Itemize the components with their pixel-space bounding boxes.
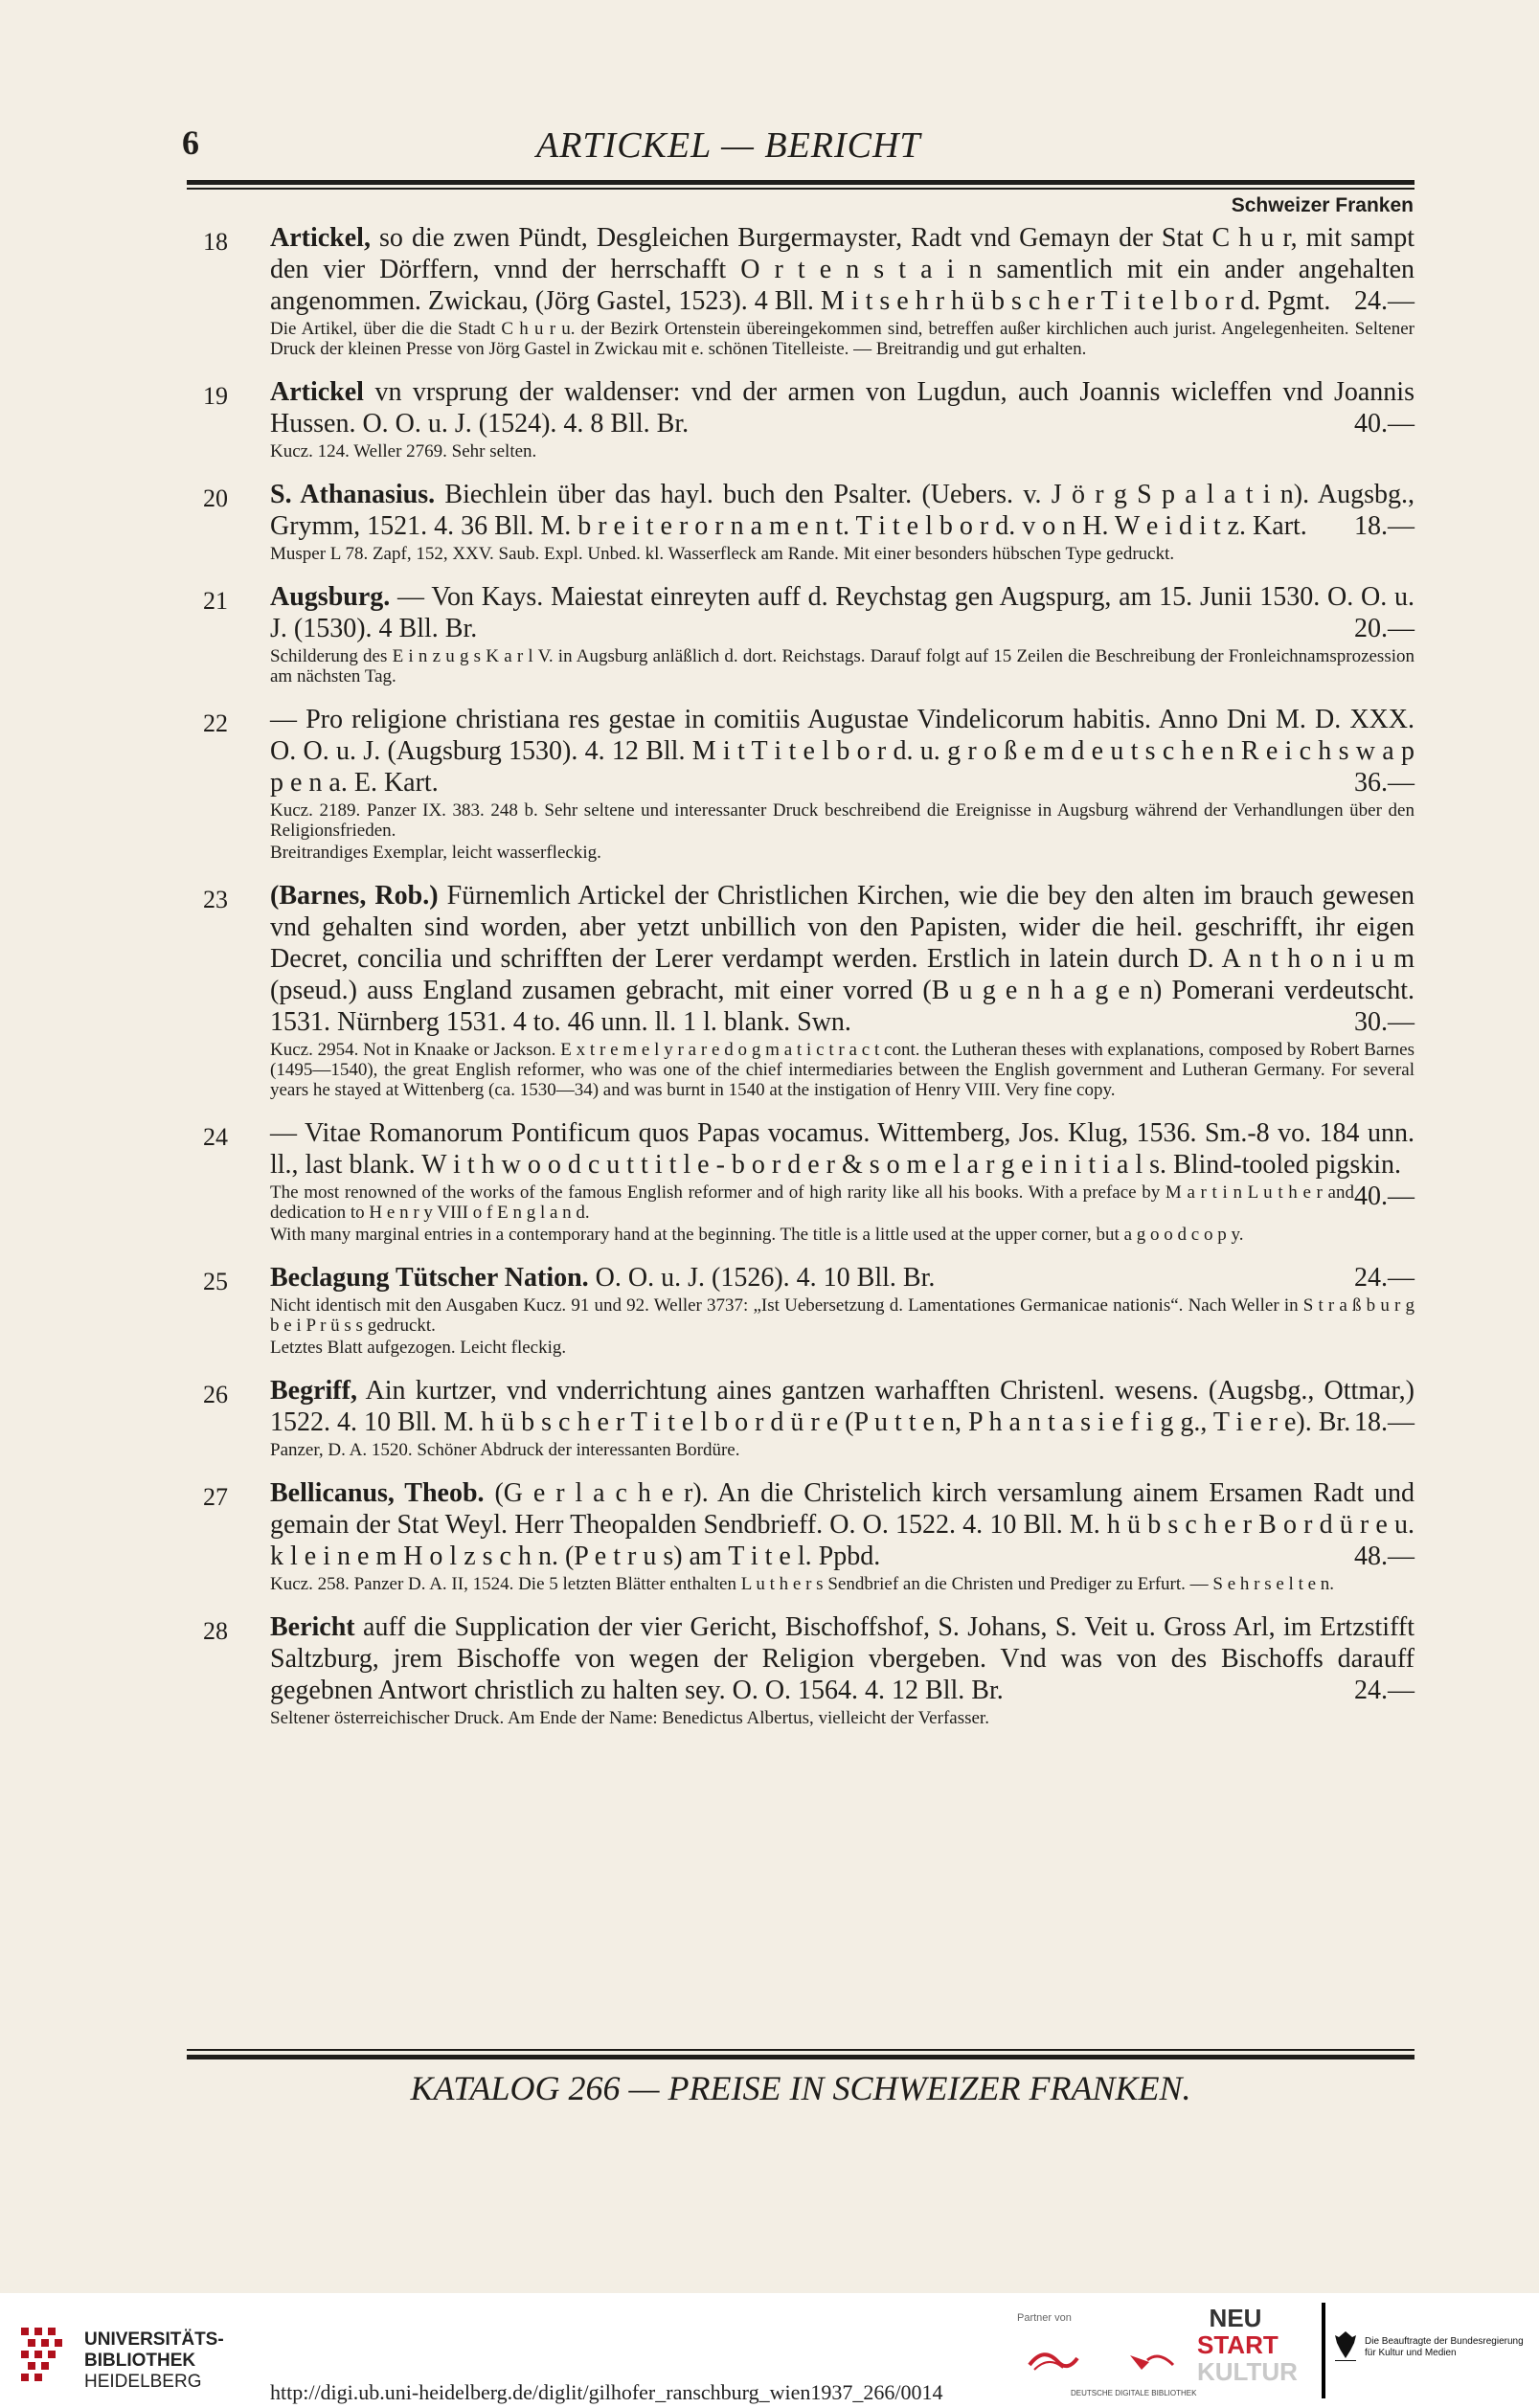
catalog-entry: [203, 376, 1415, 461]
entry-number: 21: [203, 587, 228, 615]
catalog-entry: [203, 1375, 1415, 1460]
entry-description: [270, 1611, 1415, 1706]
neustart-word: KULTUR: [1197, 2357, 1298, 2386]
heidelberg-library-logo: [17, 2322, 71, 2391]
entry-description: [270, 479, 1415, 542]
header-rule: [187, 180, 1415, 185]
entry-price: 20.—: [1354, 614, 1415, 643]
entry-number: 22: [203, 709, 228, 737]
entry-number: 26: [203, 1381, 228, 1408]
entry-note: Letztes Blatt aufgezogen. Leicht fleckig.: [270, 1338, 567, 1358]
entry-note: Kucz. 124. Weller 2769. Sehr selten.: [270, 441, 537, 461]
currency-label: Schweizer Franken: [1231, 194, 1414, 216]
library-name-line: UNIVERSITÄTS-: [84, 2329, 224, 2350]
entry-price: 24.—: [1354, 1263, 1415, 1293]
entry-text: vn vrsprung der waldenser: vnd der armen von Lugdun, auch Joannis wicleffen vnd Joannis Hussen. O. O. u. J. (1524). 4. 8 Bll. Br.: [270, 377, 1415, 439]
entry-description: [270, 1477, 1415, 1572]
catalog-entry: [203, 1262, 1415, 1358]
entry-text: — Von Kays. Maiestat einreyten auff d. Reychstag gen Augspurg, am 15. Junii 1530. O. O. u. J. (1530). 4 Bll. Br.: [270, 582, 1415, 643]
library-name: [84, 2329, 224, 2393]
entry-description: [270, 704, 1415, 799]
neustart-word: NEU: [1209, 2304, 1262, 2332]
entry-price: 40.—: [1354, 1181, 1415, 1211]
library-name-line: HEIDELBERG: [84, 2372, 202, 2392]
entry-text: auff die Supplication der vier Gericht, Bischoffshof, S. Johans, S. Veit u. Gross Arl, im Ertzstifft Saltzburg, jrem Bischoffe von wegen der Religion vbergeben. Vnd was von des Bischoffs darauff gegebnen Antwort christlich zu halten sey. O. O. 1564. 4. 12 Bll. Br.: [270, 1612, 1415, 1705]
entry-note: Schilderung des E i n z u g s K a r l V. in Augsburg anläßlich d. dort. Reichstags. Darauf folgt auf 15 Zeilen die Beschreibung der Fronleichnamsprozession am nächsten Tag.: [270, 646, 1415, 686]
entry-note: Nicht identisch mit den Ausgaben Kucz. 91 und 92. Weller 3737: „Ist Uebersetzung d. Lamentationes Germanicae nationis“. Nach Weller in S t r a ß b u r g b e i P r ü s s gedruckt.: [270, 1295, 1415, 1336]
catalog-entry: [203, 222, 1415, 359]
entry-price: 40.—: [1354, 409, 1415, 439]
ddb-swirl-logo: [1025, 2341, 1120, 2379]
catalog-entry: [203, 880, 1415, 1100]
partner-label: Partner von: [1017, 2312, 1072, 2324]
entry-price: 18.—: [1354, 511, 1415, 541]
entry-number: 24: [203, 1123, 228, 1151]
ddb-bird-logo: [1120, 2341, 1197, 2379]
entry-lead: Augsburg.: [270, 582, 391, 612]
footer-text: KATALOG 266 — PREISE IN SCHWEIZER FRANKEN.: [410, 2069, 1191, 2107]
entry-price: 48.—: [1354, 1542, 1415, 1571]
entry-number: 27: [203, 1483, 228, 1511]
entry-price: 24.—: [1354, 1676, 1415, 1705]
entry-price: 18.—: [1354, 1407, 1415, 1437]
entry-text: Ain kurtzer, vnd vnderrichtung aines gantzen warhafften Christenl. wesens. (Augsbg., Ottmar,) 1522. 4. 10 Bll. M. h ü b s c h e r T i t e l b o r d ü r e (P u t t e n, P h a n t a s i e f i g g., T i e r e). Br.: [270, 1376, 1415, 1437]
entry-number: 28: [203, 1617, 228, 1645]
running-head: ARTICKEL — BERICHT: [536, 125, 921, 166]
federal-eagle-icon: [1333, 2329, 1358, 2362]
entry-note: Panzer, D. A. 1520. Schöner Abdruck der interessanten Bordüre.: [270, 1440, 740, 1460]
entry-number: 18: [203, 228, 228, 256]
entry-number: 20: [203, 484, 228, 512]
entry-text: Biechlein über das hayl. buch den Psalter. (Uebers. v. J ö r g S p a l a t i n). Augsbg., Grymm, 1521. 4. 36 Bll. M. b r e i t e r o r n a m e n t. T i t e l b o r d. v o n H. W e i d i t z. Kart.: [270, 480, 1415, 541]
entry-text: so die zwen Pündt, Desgleichen Burgermayster, Radt vnd Gemayn der Stat C h u r, mit sampt den vier Dörffern, vnnd der herrschafft O r t e n s t a i n samentlich mit ein ander angehalten angenommen. Zwickau, (Jörg Gastel, 1523). 4 Bll. M i t s e h r h ü b s c h e r T i t e l b o r d. Pgmt.: [270, 223, 1415, 316]
catalog-entries: [203, 222, 1415, 1745]
source-url[interactable]: http://digi.ub.uni-heidelberg.de/diglit/gilhofer_ranschburg_wien1937_266/0014: [270, 2380, 943, 2404]
entry-note: Kucz. 2954. Not in Knaake or Jackson. E x t r e m e l y r a r e d o g m a t i c t r a c t cont. the Lutheran theses with explanations, composed by Robert Barnes (1495—1540), the great English reformer, who was one of the chief intermediaries between the English government and Lutheran Germany. For several years he stayed at Wittenberg (ca. 1530—34) and was burnt in 1540 at the instigation of Henry VIII. Very fine copy.: [270, 1040, 1415, 1100]
entry-note: Musper L 78. Zapf, 152, XXV. Saub. Expl. Unbed. kl. Wasserfleck am Rande. Mit einer besonders hübschen Type gedruckt.: [270, 544, 1175, 564]
neustart-kultur-logo: [1197, 2304, 1298, 2400]
entry-lead: Artickel,: [270, 223, 371, 253]
footer-rule-thin: [187, 2049, 1415, 2051]
entry-description: [270, 880, 1415, 1038]
entry-description: [270, 581, 1415, 644]
entry-note: With many marginal entries in a contemporary hand at the beginning. The title is a little used at the upper corner, but a g o o d c o p y.: [270, 1225, 1244, 1245]
entry-text: — Pro religione christiana res gestae in comitiis Augustae Vindelicorum habitis. Anno Dni M. D. XXX. O. O. u. J. (Augsburg 1530). 4. 12 Bll. M i t T i t e l b o r d. u. g r o ß e m d e u t s c h e n R e i c h s w a p p e n a. E. Kart.: [270, 705, 1415, 798]
entry-note: The most renowned of the works of the famous English reformer and of high rarity like all his books. With a preface by M a r t i n L u t h e r and dedication to H e n r y VIII o f E n g l a n d.: [270, 1182, 1354, 1223]
catalog-entry: [203, 581, 1415, 686]
neustart-word: START: [1197, 2330, 1279, 2359]
entry-lead: Beclagung Tütscher Nation.: [270, 1263, 589, 1293]
entry-text: O. O. u. J. (1526). 4. 10 Bll. Br.: [588, 1263, 936, 1293]
entry-description: [270, 1375, 1415, 1438]
entry-description: [270, 222, 1415, 317]
ddb-caption: DEUTSCHE DIGITALE BIBLIOTHEK: [1071, 2389, 1197, 2397]
entry-text: Fürnemlich Artickel der Christlichen Kirchen, wie die bey den alten im brauch gewesen vnd gehalten sind worden, aber yetzt unbillich von den Papisten, wider die heil. geschrifft, ihr eigen Decret, concilia und schrifften der Lerer verdampt werden. Erstlich in latein durch D. A n t h o n i u m (pseud.) auss England zusamen gebracht, mit einer vorred (B u g e n h a g e n) Pomerani verdeutscht. 1531. Nürnberg 1531. 4 to. 46 unn. ll. 1 l. blank. Swn.: [270, 881, 1415, 1037]
entry-price: 36.—: [1354, 768, 1415, 798]
entry-lead: (Barnes, Rob.): [270, 881, 439, 911]
catalog-entry: [203, 1117, 1415, 1245]
entry-description: [270, 1262, 1415, 1294]
entry-lead: S. Athanasius.: [270, 480, 436, 509]
entry-note: Kucz. 258. Panzer D. A. II, 1524. Die 5 letzten Blätter enthalten L u t h e r s Sendbrief an die Christen und Prediger zu Erfurt. — S e h r s e l t e n.: [270, 1574, 1335, 1594]
entry-text: — Vitae Romanorum Pontificum quos Papas vocamus. Wittemberg, Jos. Klug, 1536. Sm.-8 vo. 184 unn. ll., last blank. W i t h w o o d c u t t i t l e - b o r d e r & s o m e l a r g e i n i t i a l s. Blind-tooled pigskin.: [270, 1118, 1415, 1180]
entry-description: [270, 376, 1415, 439]
catalog-entry: [203, 1477, 1415, 1594]
entry-text: (G e r l a c h e r). An die Christelich kirch versamlung ainem Ersamen Radt und gemain der Stat Weyl. Herr Theopalden Sendbrieff. O. O. 1522. 4. 10 Bll. M. h ü b s c h e r B o r d ü r e u. k l e i n e m H o l z s c h n. (P e t r u s) am T i t e l. Ppbd.: [270, 1478, 1415, 1571]
entry-lead: Begriff,: [270, 1376, 357, 1406]
entry-note: Seltener österreichischer Druck. Am Ende der Name: Benedictus Albertus, vielleicht der Verfasser.: [270, 1708, 989, 1728]
footer-rule: [187, 2055, 1415, 2059]
entry-lead: Artickel: [270, 377, 364, 407]
entry-note: Kucz. 2189. Panzer IX. 383. 248 b. Sehr seltene und interessanter Druck beschreibend die Ereignisse in Augsburg während der Verhandlungen über den Religionsfrieden.: [270, 800, 1415, 841]
entry-price: 24.—: [1354, 286, 1415, 316]
federal-government-text: Die Beauftragte der Bundesregierung für Kultur und Medien: [1365, 2336, 1524, 2358]
catalog-entry: [203, 479, 1415, 564]
entry-number: 23: [203, 886, 228, 913]
entry-number: 19: [203, 382, 228, 410]
entry-note: Breitrandiges Exemplar, leicht wasserfleckig.: [270, 843, 601, 863]
entry-price: 30.—: [1354, 1007, 1415, 1037]
header-rule-thin: [187, 188, 1415, 190]
library-name-line: BIBLIOTHEK: [84, 2351, 196, 2371]
catalog-entry: [203, 1611, 1415, 1728]
catalog-entry: [203, 704, 1415, 863]
page-number: 6: [182, 124, 199, 162]
entry-lead: Bericht: [270, 1612, 355, 1642]
entry-number: 25: [203, 1268, 228, 1295]
entry-lead: Bellicanus, Theob.: [270, 1478, 485, 1508]
entry-note: Die Artikel, über die die Stadt C h u r u. der Bezirk Ortenstein übereingekommen sind, betreffen außer kirchlichen auch jurist. Angelegenheiten. Seltener Druck der kleinen Presse von Jörg Gastel in Zwickau mit e. schönen Titelleiste. — Breitrandig und gut erhalten.: [270, 319, 1415, 359]
